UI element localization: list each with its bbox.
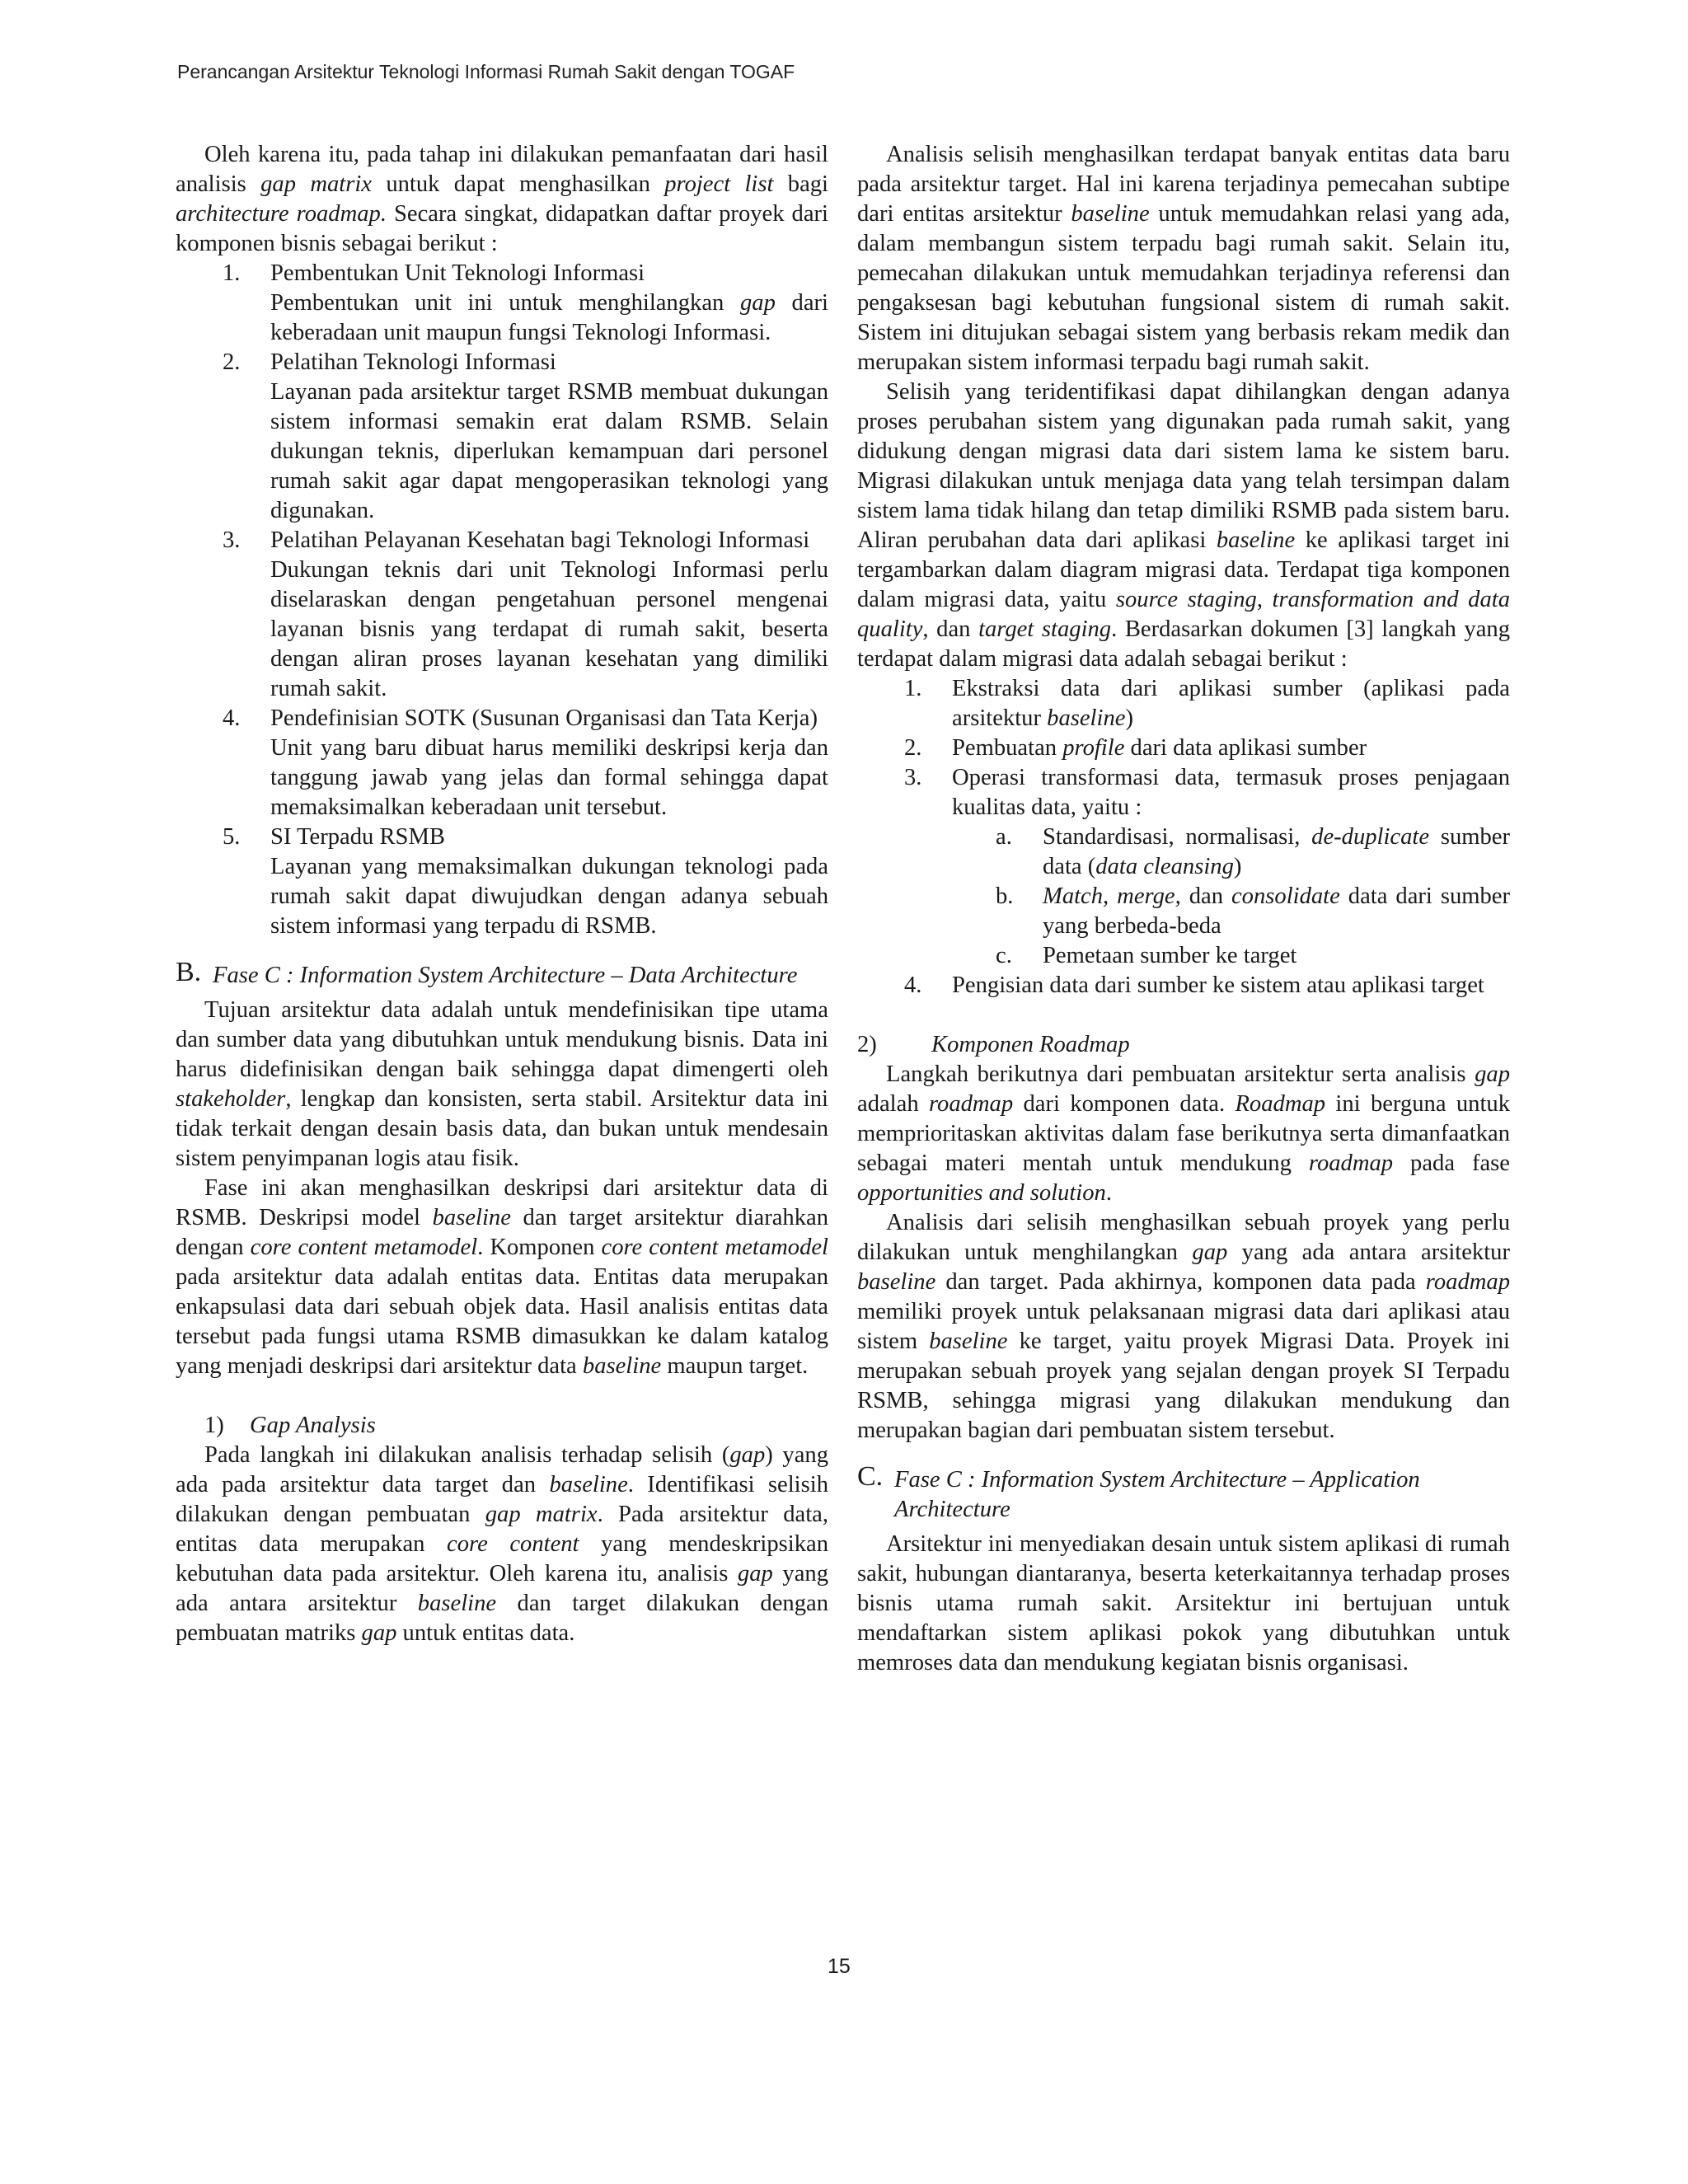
list-item bbox=[176, 704, 828, 823]
sublist-item-letter: a. bbox=[996, 824, 1012, 850]
italic-term: gap bbox=[1192, 1240, 1228, 1265]
list-item-number: 2. bbox=[904, 735, 922, 761]
italic-term: baseline bbox=[929, 1329, 1008, 1354]
list-item-text: Pembuatan profile dari data aplikasi sumber bbox=[952, 735, 1367, 761]
italic-term: stakeholder bbox=[176, 1086, 286, 1112]
sublist-item-letter: c. bbox=[996, 943, 1012, 968]
section-heading-b bbox=[176, 957, 828, 991]
italic-term: baseline bbox=[432, 1205, 511, 1230]
italic-term: roadmap bbox=[928, 1091, 1014, 1117]
intro-paragraph: Oleh karena itu, pada tahap ini dilakukan pemanfaatan dari hasil analisis gap matrix untuk dapat menghasilkan project list bagi architecture roadmap. Secara singkat, didapatkan daftar proyek dari komponen bisnis sebagai berikut : bbox=[176, 142, 829, 256]
list-item-text: Pengisian data dari sumber ke sistem atau aplikasi target bbox=[952, 972, 1484, 998]
project-list bbox=[176, 259, 828, 941]
italic-term: Match, merge, bbox=[1043, 883, 1181, 909]
sublist-item-letter: b. bbox=[996, 883, 1014, 909]
italic-term: baseline bbox=[582, 1353, 662, 1379]
italic-term: transformation and data quality bbox=[857, 587, 1510, 642]
left-column bbox=[176, 140, 828, 1648]
list-item-text: Operasi transformasi data, termasuk proses penjagaan kualitas data, yaitu : bbox=[952, 765, 1510, 820]
italic-term: Roadmap bbox=[1235, 1091, 1326, 1117]
list-item-title: Pelatihan Pelayanan Kesehatan bagi Teknologi Informasi bbox=[270, 527, 810, 553]
paragraph: Arsitektur ini menyediakan desain untuk sistem aplikasi di rumah sakit, hubungan diantaranya, beserta keterkaitannya terhadap proses bisnis utama rumah sakit. Arsitektur ini bertujuan untuk mendaftarkan sistem aplikasi pokok yang dibutuhkan untuk memroses data dan mendukung kegiatan bisnis organisasi. bbox=[857, 1531, 1510, 1675]
list-item-number: 4. bbox=[223, 705, 241, 731]
list-item-number: 1. bbox=[223, 260, 241, 286]
italic-term: gap bbox=[1475, 1062, 1510, 1087]
section-letter: B. bbox=[176, 957, 202, 987]
subsection-number: 2) bbox=[857, 1032, 877, 1057]
list-item bbox=[176, 259, 828, 348]
sublist-item bbox=[857, 823, 1510, 882]
sublist-item-text: Standardisasi, normalisasi, de-duplicate sumber data (data cleansing) bbox=[1043, 824, 1511, 879]
list-item bbox=[857, 763, 1510, 823]
italic-term: roadmap bbox=[1425, 1269, 1510, 1295]
paragraph: Tujuan arsitektur data adalah untuk mendefinisikan tipe utama dan sumber data yang dibutuhkan untuk mendukung bisnis. Data ini harus didefinisikan dengan baik sehingga dapat dimengerti oleh stakeholder, lengkap dan konsisten, serta stabil. Arsitektur data ini tidak terkait dengan desain basis data, dan bukan untuk mendesain sistem penyimpanan logis atau fisik. bbox=[176, 997, 828, 1171]
paragraph: Pada langkah ini dilakukan analisis terhadap selisih (gap) yang ada pada arsitektur data target dan baseline. Identifikasi selisih dilakukan dengan pembuatan gap matrix. Pada arsitektur data, entitas data merupakan core content yang mendeskripsikan kebutuhan data pada arsitektur. Oleh karena itu, analisis gap yang ada antara arsitektur baseline dan target dilakukan dengan pembuatan matriks gap untuk entitas data. bbox=[176, 1442, 828, 1646]
list-item-title: Pelatihan Teknologi Informasi bbox=[270, 349, 556, 375]
section-letter: C. bbox=[857, 1461, 884, 1492]
page-number: 15 bbox=[828, 1955, 851, 1978]
sublist-item-text: Match, merge, dan consolidate data dari sumber yang berbeda-beda bbox=[1043, 883, 1511, 939]
italic-term: gap bbox=[739, 290, 776, 316]
section-heading-c bbox=[857, 1461, 1510, 1525]
italic-term: project list bbox=[664, 171, 774, 197]
list-item-body: Pembentukan unit ini untuk menghilangkan gap dari keberadaan unit maupun fungsi Teknologi Informasi. bbox=[270, 290, 828, 345]
list-item bbox=[857, 674, 1510, 733]
italic-term: core content metamodel bbox=[601, 1235, 828, 1260]
italic-term: gap bbox=[361, 1620, 397, 1646]
migration-steps-cont bbox=[857, 971, 1510, 1001]
italic-term: consolidate bbox=[1231, 883, 1340, 909]
sublist-item-text: Pemetaan sumber ke target bbox=[1043, 943, 1297, 968]
italic-term: baseline bbox=[857, 1269, 936, 1295]
list-item bbox=[176, 823, 828, 941]
migration-steps bbox=[857, 674, 1510, 823]
subsection-title: Gap Analysis bbox=[250, 1413, 376, 1438]
paragraph: Langkah berikutnya dari pembuatan arsitektur serta analisis gap adalah roadmap dari komponen data. Roadmap ini berguna untuk memprioritaskan aktivitas dalam fase berikutnya serta dimanfaatkan sebagai materi mentah untuk mendukung roadmap pada fase opportunities and solution. bbox=[857, 1062, 1510, 1206]
running-head: Perancangan Arsitektur Teknologi Informasi Rumah Sakit dengan TOGAF bbox=[177, 61, 795, 82]
italic-term: roadmap bbox=[1308, 1151, 1394, 1176]
list-item-body: Unit yang baru dibuat harus memiliki deskripsi kerja dan tanggung jawab yang jelas dan formal sehingga dapat memaksimalkan keberadaan unit tersebut. bbox=[270, 735, 828, 820]
subsection-title: Komponen Roadmap bbox=[931, 1032, 1130, 1057]
list-item-number: 1. bbox=[904, 676, 922, 701]
list-item bbox=[176, 348, 828, 526]
italic-term: baseline bbox=[1071, 201, 1150, 227]
paragraph: Selisih yang teridentifikasi dapat dihilangkan dengan adanya proses perubahan sistem yang digunakan pada rumah sakit, yang didukung dengan migrasi data dari sistem lama ke sistem baru. Migrasi dilakukan untuk menjaga data yang telah tersimpan dalam sistem lama tidak hilang dan tetap dimiliki RSMB pada sistem baru. Aliran perubahan data dari aplikasi baseline ke aplikasi target ini tergambarkan dalam diagram migrasi data. Terdapat tiga komponen dalam migrasi data, yaitu source staging, transformation and data quality, dan target staging. Berdasarkan dokumen [3] langkah yang terdapat dalam migrasi data adalah sebagai berikut : bbox=[857, 379, 1511, 672]
italic-term: target staging bbox=[978, 616, 1112, 642]
italic-term: de-duplicate bbox=[1311, 824, 1430, 850]
italic-term: baseline bbox=[1216, 527, 1296, 553]
list-item-title: Pembentukan Unit Teknologi Informasi bbox=[270, 260, 645, 286]
list-item-number: 4. bbox=[904, 972, 922, 998]
list-item bbox=[176, 526, 828, 704]
right-column bbox=[857, 140, 1510, 1678]
list-item-number: 5. bbox=[223, 824, 241, 850]
italic-term: baseline bbox=[549, 1472, 628, 1497]
section-title: Fase C : Information System Architecture – Data Architecture bbox=[213, 963, 798, 988]
italic-term: source staging bbox=[1115, 587, 1257, 612]
transformation-substeps bbox=[857, 823, 1510, 971]
sublist-item bbox=[857, 882, 1510, 941]
list-item bbox=[857, 971, 1510, 1001]
sublist-item bbox=[857, 941, 1510, 971]
list-item-number: 3. bbox=[223, 527, 241, 553]
subsection-heading-komponen-roadmap bbox=[857, 1030, 1510, 1060]
subsection-number: 1) bbox=[204, 1413, 224, 1438]
subsection-heading-gap-analysis bbox=[176, 1411, 828, 1441]
italic-term: opportunities and solution bbox=[857, 1180, 1106, 1206]
paragraph: Analisis selisih menghasilkan terdapat banyak entitas data baru pada arsitektur target. Hal ini karena terjadinya pemecahan subtipe dari entitas arsitektur baseline untuk memudahkan relasi yang ada, dalam membangun sistem terpadu bagi rumah sakit. Selain itu, pemecahan dilakukan untuk memudahkan terjadinya referensi dan pengaksesan bagi kebutuhan fungsional sistem di rumah sakit. Sistem ini ditujukan sebagai sistem yang berbasis rekam medik dan merupakan sistem informasi terpadu bagi rumah sakit. bbox=[857, 142, 1510, 375]
list-item-text: Ekstraksi data dari aplikasi sumber (aplikasi pada arsitektur baseline) bbox=[952, 676, 1510, 731]
list-item-body: Dukungan teknis dari unit Teknologi Informasi perlu diselaraskan dengan pengetahuan personel mengenai layanan bisnis yang terdapat di rumah sakit, beserta dengan aliran proses layanan kesehatan yang dimiliki rumah sakit. bbox=[270, 557, 828, 701]
italic-term: architecture roadmap. bbox=[176, 201, 387, 227]
paragraph: Analisis dari selisih menghasilkan sebuah proyek yang perlu dilakukan untuk menghilangkan gap yang ada antara arsitektur baseline dan target. Pada akhirnya, komponen data pada roadmap memiliki proyek untuk pelaksanaan migrasi data dari aplikasi atau sistem baseline ke target, yaitu proyek Migrasi Data. Proyek ini merupakan sebuah proyek yang sejalan dengan proyek SI Terpadu RSMB, sehingga migrasi yang dilakukan mendukung dan merupakan bagian dari pembuatan sistem tersebut. bbox=[857, 1210, 1510, 1443]
italic-term: profile bbox=[1062, 735, 1125, 761]
list-item-number: 3. bbox=[904, 765, 922, 790]
list-item-title: Pendefinisian SOTK (Susunan Organisasi dan Tata Kerja) bbox=[270, 705, 818, 731]
italic-term: baseline bbox=[417, 1591, 497, 1616]
italic-term: data cleansing bbox=[1095, 854, 1234, 879]
italic-term: baseline bbox=[1047, 705, 1126, 731]
italic-term: gap matrix bbox=[485, 1502, 598, 1527]
italic-term: gap bbox=[737, 1561, 773, 1586]
italic-term: gap matrix bbox=[260, 171, 372, 197]
list-item-number: 2. bbox=[223, 349, 241, 375]
italic-term: core content bbox=[447, 1531, 579, 1557]
list-item-body: Layanan yang memaksimalkan dukungan teknologi pada rumah sakit dapat diwujudkan dengan adanya sebuah sistem informasi yang terpadu di RSMB. bbox=[270, 854, 828, 939]
list-item-body: Layanan pada arsitektur target RSMB membuat dukungan sistem informasi semakin erat dalam RSMB. Selain dukungan teknis, diperlukan kemampuan dari personel rumah sakit agar dapat mengoperasikan teknologi yang digunakan. bbox=[270, 379, 828, 523]
paragraph: Fase ini akan menghasilkan deskripsi dari arsitektur data di RSMB. Deskripsi model baseline dan target arsitektur diarahkan dengan core content metamodel. Komponen core content metamodel pada arsitektur data adalah entitas data. Entitas data merupakan enkapsulasi data dari sebuah objek data. Hasil analisis entitas data tersebut pada fungsi utama RSMB dimasukkan ke dalam katalog yang menjadi deskripsi dari arsitektur data baseline maupun target. bbox=[176, 1175, 828, 1379]
section-title: Fase C : Information System Architecture – Application Architecture bbox=[894, 1467, 1420, 1522]
italic-term: core content metamodel bbox=[250, 1235, 478, 1260]
list-item-title: SI Terpadu RSMB bbox=[270, 824, 445, 850]
italic-term: gap bbox=[729, 1442, 766, 1468]
list-item bbox=[857, 733, 1510, 763]
